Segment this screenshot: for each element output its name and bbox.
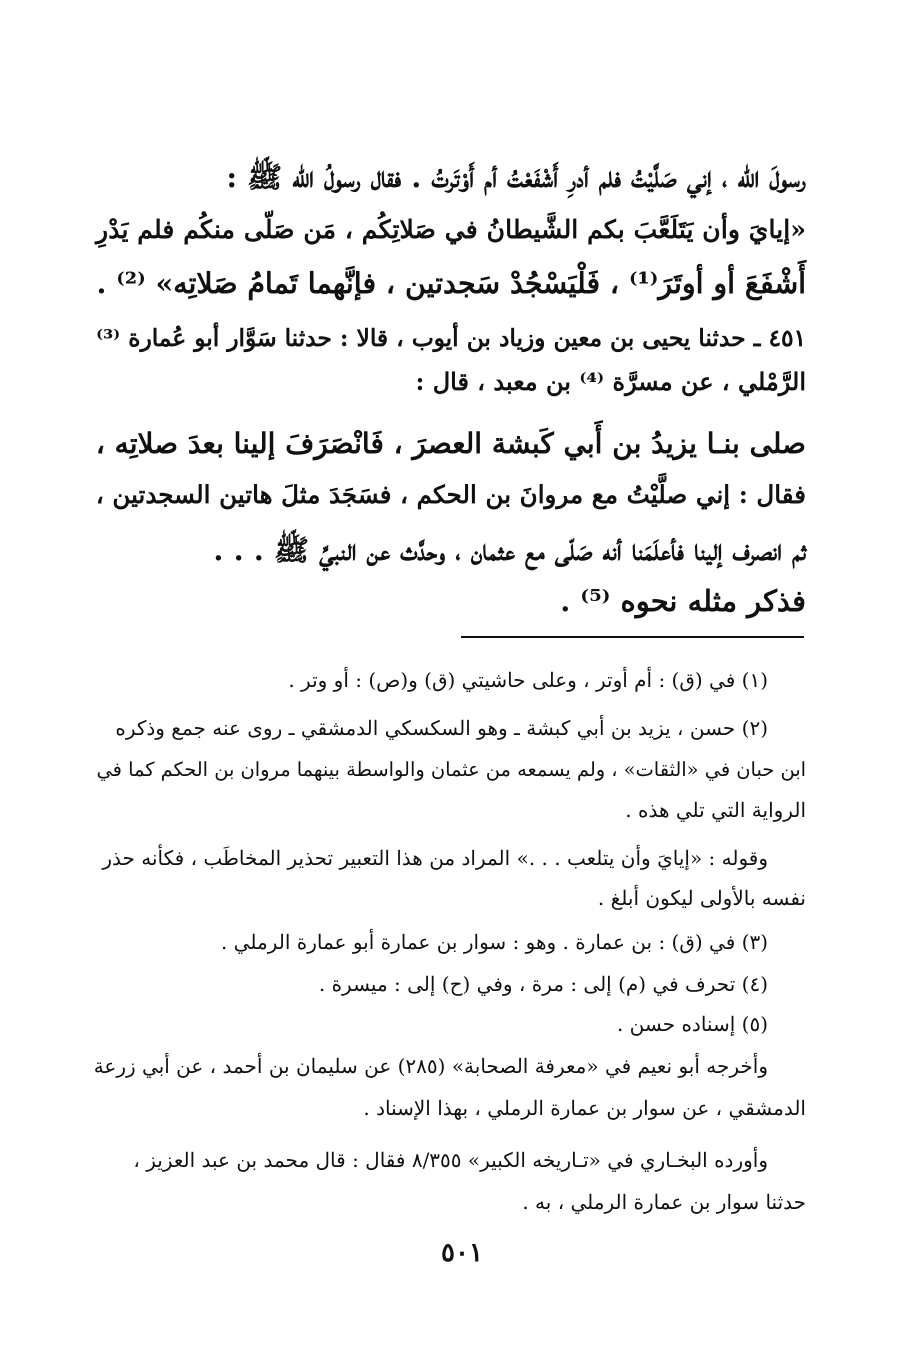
main-text-line-3: أَشْفَعَ أو أوتَرَ⁽¹⁾ ، فَلْيَسْجُدْ سَجدتين ، فإنَّهما تَمامُ صَلاتِه» ⁽²⁾ . <box>96 266 806 300</box>
hadith-451-isnad-line-2: الرَّمْلي ، عن مسرَّة ⁽⁴⁾ بن معبد ، قال : <box>415 367 806 396</box>
footnote-1: (١) في (ق) : أم أوتر ، وعلى حاشيتي (ق) و(ص) : أو وتر . <box>288 668 768 692</box>
footnote-2-line-1: (٢) حسن ، يزيد بن أبي كبشة ـ وهو السكسكي الدمشقي ـ روى عنه جمع وذكره <box>115 716 768 740</box>
footnote-5-takhrij-line-1: وأخرجه أبو نعيم في «معرفة الصحابة» (٢٨٥) عن سليمان بن أحمد ، عن أبي زرعة <box>93 1054 768 1078</box>
hadith-451-text-line-4: فذكر مثله نحوه ⁽⁵⁾ . <box>560 584 806 618</box>
footnote-2-comment-line-2: نفسه بالأولى ليكون أبلغ . <box>597 886 806 910</box>
footnote-3: (٣) في (ق) : بن عمارة . وهو : سوار بن عمارة أبو عمارة الرملي . <box>220 930 768 954</box>
footnote-2-comment-line-1: وقوله : «إيايَ وأن يتلعب . . .» المراد من هذا التعبير تحذير المخاطَب ، فكأنه حذر <box>102 846 768 870</box>
footnote-5-takhrij-line-2: الدمشقي ، عن سوار بن عمارة الرملي ، بهذا الإسناد . <box>363 1096 806 1120</box>
footnote-5: (٥) إسناده حسن . <box>616 1012 768 1036</box>
footnote-4: (٤) تحرف في (م) إلى : مرة ، وفي (ح) إلى : ميسرة . <box>318 972 768 996</box>
hadith-451-text-line-1: صلى بنـا يزيدُ بن أَبي كَبشة العصرَ ، فَانْصَرَفَ إلينا بعدَ صلاتِه ، <box>95 427 806 460</box>
footnote-5-bukhari-line-1: وأورده البخـاري في «تـاريخه الكبير» ٨/٣٥٥ فقال : قال محمد بن عبد العزيز ، <box>133 1148 768 1172</box>
footnote-5-bukhari-line-2: حدثنا سوار بن عمارة الرملي ، به . <box>522 1190 806 1214</box>
page-number: ٥٠١ <box>441 1238 483 1268</box>
footnote-separator <box>461 636 804 638</box>
main-text-line-2: «إيايَ وأن يَتَلَعَّبَ بكم الشَّيطانُ في صَلاتِكُم ، مَن صَلّى منكُم فلم يَدْرِ <box>96 214 806 244</box>
hadith-451-isnad-line-1: ٤٥١ ـ حدثنا يحيى بن معين وزياد بن أيوب ، قالا : حدثنا سَوَّار أبو عُمارة ⁽³⁾ <box>96 325 806 352</box>
main-text-line-1: رسولَ الله ، إني صَلَّيْتُ فلم أدرِ أَشْفَعْتُ أم أَوْتَرتُ . فقال رسولُ الله ﷺ : <box>226 160 806 194</box>
footnote-2-line-2: ابن حبان في «الثقات» ، ولم يسمعه من عثمان والواسطة بينهما مروان بن الحكم كما في <box>96 758 806 781</box>
footnote-2-line-3: الرواية التي تلي هذه . <box>625 798 806 822</box>
hadith-451-text-line-2: فقال : إني صلَّيْتُ مع مروانَ بن الحكم ، فسَجَدَ مثلَ هاتين السجدتين ، <box>95 480 806 509</box>
hadith-451-text-line-3: ثم انصرف إلينا فأعلَمَنا أنه صَلّى مع عثمان ، وحدَّث عن النبيِّ ﷺ . . . <box>213 533 806 567</box>
